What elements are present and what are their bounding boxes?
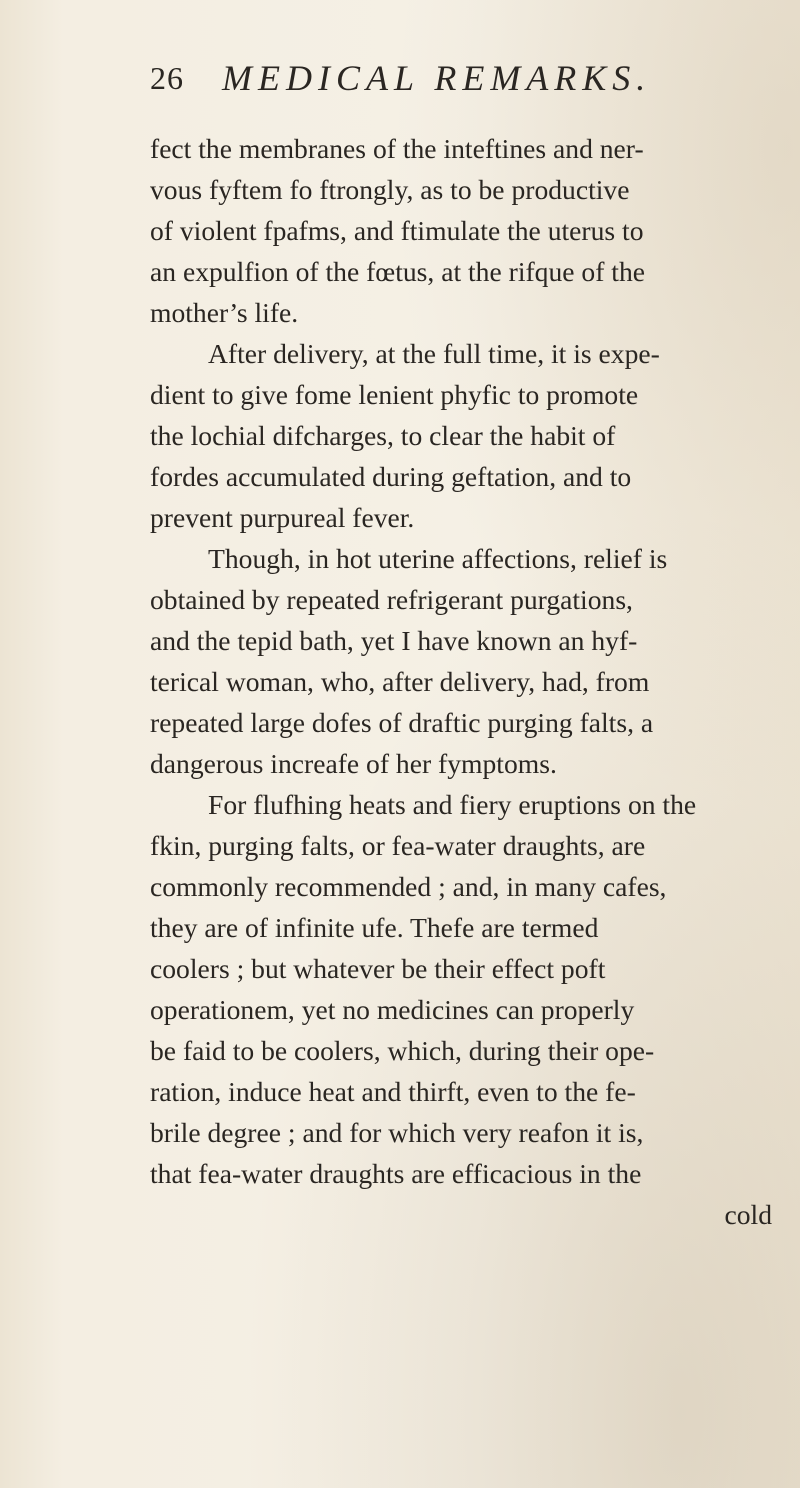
- text-line: that fea-water draughts are efficacious in the: [150, 1158, 642, 1189]
- text-line: be faid to be coolers, which, during their ope-: [150, 1035, 655, 1066]
- text-line: mother’s life.: [150, 297, 299, 328]
- paragraph-start-line: After delivery, at the full time, it is expe-: [208, 338, 660, 369]
- text-line: prevent purpureal fever.: [150, 502, 415, 533]
- text-line: terical woman, who, after delivery, had, from: [150, 666, 650, 697]
- text-line: fect the membranes of the inteftines and ner-: [150, 133, 644, 164]
- paragraph-start-line: For flufhing heats and fiery eruptions on the: [208, 789, 697, 820]
- page-number: 26: [150, 60, 184, 96]
- text-line: dient to give fome lenient phyfic to promote: [150, 379, 639, 410]
- text-line: vous fyftem fo ftrongly, as to be productive: [150, 174, 630, 205]
- running-head: MEDICAL REMARKS.: [222, 58, 652, 98]
- text-line: they are of infinite ufe. Thefe are termed: [150, 912, 599, 943]
- text-line: fkin, purging falts, or fea-water draughts, are: [150, 830, 646, 861]
- text-line: the lochial difcharges, to clear the habit of: [150, 420, 616, 451]
- text-line: dangerous increafe of her fymptoms.: [150, 748, 557, 779]
- body-text: [150, 128, 790, 1235]
- text-line: of violent fpafms, and ftimulate the uterus to: [150, 215, 644, 246]
- text-line: fordes accumulated during geftation, and to: [150, 461, 632, 492]
- text-line: brile degree ; and for which very reafon it is,: [150, 1117, 644, 1148]
- text-line: commonly recommended ; and, in many cafes,: [150, 871, 667, 902]
- text-line: repeated large dofes of draftic purging falts, a: [150, 707, 654, 738]
- text-line: obtained by repeated refrigerant purgations,: [150, 584, 633, 615]
- text-line: and the tepid bath, yet I have known an hyf-: [150, 625, 638, 656]
- paragraph-start-line: Though, in hot uterine affections, relief is: [208, 543, 668, 574]
- catchword: cold: [724, 1199, 772, 1230]
- text-line: coolers ; but whatever be their effect poft: [150, 953, 606, 984]
- text-line: operationem, yet no medicines can properly: [150, 994, 635, 1025]
- page-header: [150, 48, 710, 108]
- text-line: an expulfion of the fœtus, at the rifque of the: [150, 256, 646, 287]
- text-line: ration, induce heat and thirft, even to the fe-: [150, 1076, 636, 1107]
